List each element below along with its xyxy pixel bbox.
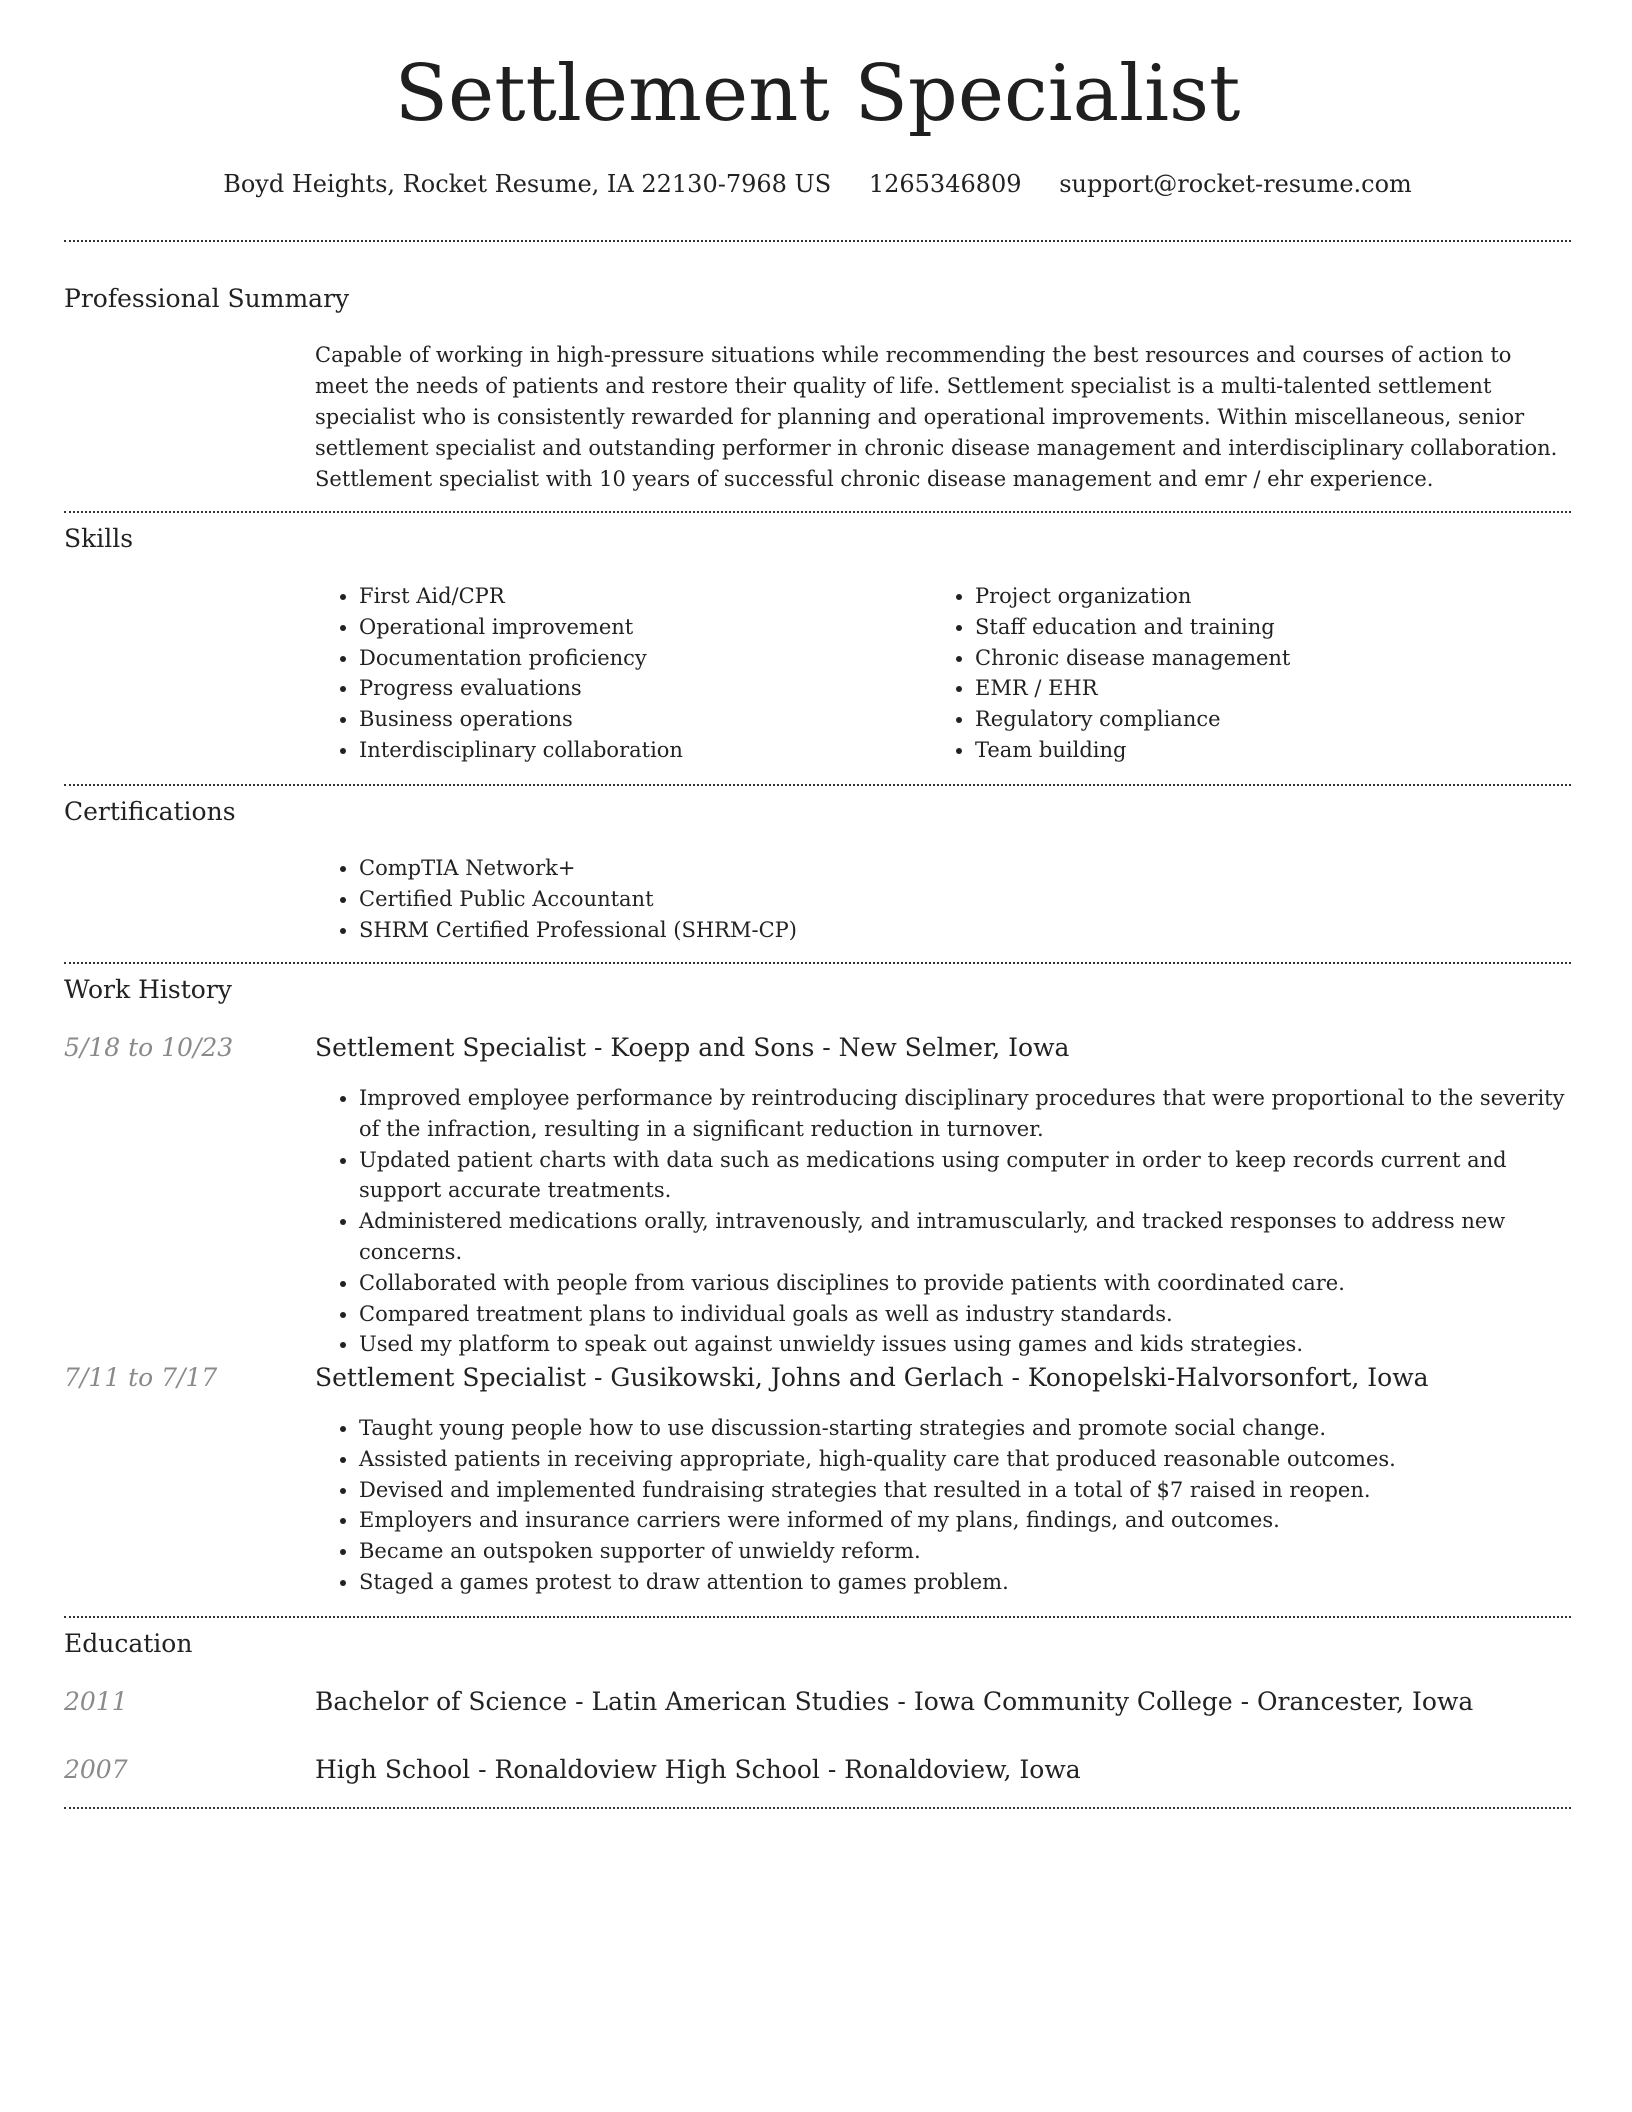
section-divider	[64, 240, 1571, 242]
education-year: 2007	[64, 1755, 128, 1784]
job-title: Settlement Specialist - Gusikowski, Johns and Gerlach - Konopelski-Halvorsonfort, Iowa	[315, 1363, 1429, 1392]
skills-list-right	[931, 581, 1575, 766]
job-dates: 5/18 to 10/23	[64, 1033, 234, 1062]
job-bullet: • Administered medications orally, intravenously, and intramuscularly, and tracked responses to address new concerns.	[359, 1206, 1571, 1268]
education-heading: Education	[64, 1629, 193, 1658]
section-divider	[64, 962, 1571, 964]
candidate-name: Settlement Specialist	[394, 49, 1241, 139]
work-history-heading: Work History	[64, 975, 232, 1004]
section-divider	[64, 511, 1571, 513]
job-title: Settlement Specialist - Koepp and Sons - New Selmer, Iowa	[315, 1033, 1070, 1062]
skills-list-left	[315, 581, 939, 766]
skill-item: • Team building	[975, 735, 1575, 766]
skill-item: • Business operations	[359, 704, 939, 735]
skill-item: • Documentation proficiency	[359, 643, 939, 674]
education-heading-line: High School - Ronaldoview High School - Ronaldoview, Iowa	[315, 1755, 1081, 1784]
job-bullet: • Assisted patients in receiving appropriate, high-quality care that produced reasonable outcomes.	[359, 1444, 1571, 1475]
job-bullets	[315, 1413, 1571, 1598]
skill-item: • Progress evaluations	[359, 673, 939, 704]
skill-item: • Chronic disease management	[975, 643, 1575, 674]
contact-phone: 1265346809	[868, 170, 1022, 198]
skill-item: • Staff education and training	[975, 612, 1575, 643]
summary-heading: Professional Summary	[64, 284, 350, 313]
skill-item: • First Aid/CPR	[359, 581, 939, 612]
section-divider	[64, 1807, 1571, 1809]
certification-item: • CompTIA Network+	[359, 853, 1571, 884]
job-bullet: • Used my platform to speak out against unwieldy issues using games and kids strategies.	[359, 1329, 1571, 1360]
job-bullet: • Became an outspoken supporter of unwieldy reform.	[359, 1536, 1571, 1567]
job-dates: 7/11 to 7/17	[64, 1363, 218, 1392]
skill-item: • Operational improvement	[359, 612, 939, 643]
job-bullet: • Employers and insurance carriers were informed of my plans, findings, and outcomes.	[359, 1505, 1571, 1536]
contact-line	[64, 170, 1571, 199]
job-bullet: • Devised and implemented fundraising strategies that resulted in a total of $7 raised in reopen.	[359, 1475, 1571, 1506]
certifications-list	[315, 853, 1571, 945]
skill-item: • Interdisciplinary collaboration	[359, 735, 939, 766]
skill-item: • Regulatory compliance	[975, 704, 1575, 735]
job-bullets	[315, 1083, 1571, 1360]
section-divider	[64, 784, 1571, 786]
certifications-heading: Certifications	[64, 797, 236, 826]
skill-item: • Project organization	[975, 581, 1575, 612]
education-year: 2011	[64, 1687, 128, 1716]
summary-text: Capable of working in high-pressure situations while recommending the best resources and courses of action to meet the needs of patients and restore their quality of life. Settlement specialist is a multi-talented settlement specialist who is consistently rewarded for planning and operational improvements. Within miscellaneous, senior settlement specialist and outstanding performer in chronic disease management and interdisciplinary collaboration. Settlement specialist with 10 years of successful chronic disease management and emr / ehr experience.	[315, 343, 1558, 491]
contact-address: Boyd Heights, Rocket Resume, IA 22130-7968 US	[223, 170, 832, 198]
job-bullet: • Updated patient charts with data such as medications using computer in order to keep records current and support accurate treatments.	[359, 1145, 1571, 1207]
job-bullet: • Compared treatment plans to individual goals as well as industry standards.	[359, 1299, 1571, 1330]
certification-item: • Certified Public Accountant	[359, 884, 1571, 915]
skills-heading: Skills	[64, 524, 134, 553]
contact-email: support@rocket-resume.com	[1059, 170, 1412, 198]
skill-item: • EMR / EHR	[975, 673, 1575, 704]
job-bullet: • Improved employee performance by reintroducing disciplinary procedures that were proportional to the severity of the infraction, resulting in a significant reduction in turnover.	[359, 1083, 1571, 1145]
education-heading-line: Bachelor of Science - Latin American Studies - Iowa Community College - Orancester, Iowa	[315, 1687, 1474, 1716]
job-bullet: • Taught young people how to use discussion-starting strategies and promote social change.	[359, 1413, 1571, 1444]
job-bullet: • Staged a games protest to draw attention to games problem.	[359, 1567, 1571, 1598]
certification-item: • SHRM Certified Professional (SHRM-CP)	[359, 915, 1571, 946]
job-bullet: • Collaborated with people from various disciplines to provide patients with coordinated care.	[359, 1268, 1571, 1299]
section-divider	[64, 1616, 1571, 1618]
